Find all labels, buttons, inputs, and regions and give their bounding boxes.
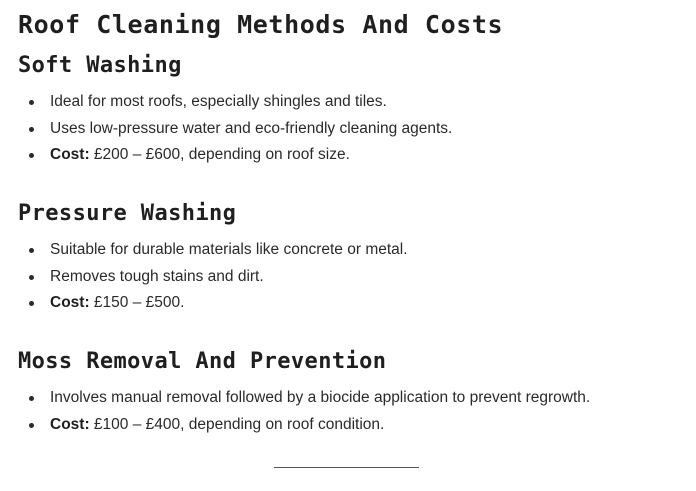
list-item-cost: [50, 290, 408, 317]
list-item: [50, 385, 590, 412]
cost-value: £100 – £400, depending on roof condition.: [89, 415, 385, 433]
list-item: [50, 116, 452, 143]
cost-label: Cost:: [50, 415, 90, 433]
list-item-text: Suitable for durable materials like concrete or metal.: [50, 241, 408, 258]
list-item-text: Involves manual removal followed by a biocide application to prevent regrowth.: [50, 389, 591, 406]
list-item-text: Removes tough stains and dirt.: [50, 267, 264, 285]
pressure-washing-list: [18, 237, 408, 317]
list-item-text: Ideal for most roofs, especially shingles and tiles.: [50, 93, 387, 110]
section-heading-pressure-washing: Pressure Washing: [18, 201, 237, 226]
section-divider: [274, 467, 419, 468]
soft-washing-list: [18, 89, 452, 169]
cost-label: Cost:: [50, 294, 90, 311]
list-item-cost: [50, 412, 590, 439]
list-item: [50, 89, 452, 116]
page-title: Roof Cleaning Methods And Costs: [18, 10, 504, 39]
cost-value: £200 – £600, depending on roof size.: [89, 146, 350, 163]
cost-label: Cost:: [50, 146, 90, 163]
list-item-text: Uses low-pressure water and eco-friendly cleaning agents.: [50, 119, 453, 137]
list-item: [50, 237, 408, 264]
list-item-cost: [50, 142, 452, 169]
cost-value: £150 – £500.: [89, 294, 185, 311]
list-item: [50, 264, 408, 291]
section-heading-moss-removal: Moss Removal And Prevention: [18, 349, 387, 374]
moss-removal-list: [18, 385, 590, 438]
section-heading-soft-washing: Soft Washing: [18, 53, 182, 78]
